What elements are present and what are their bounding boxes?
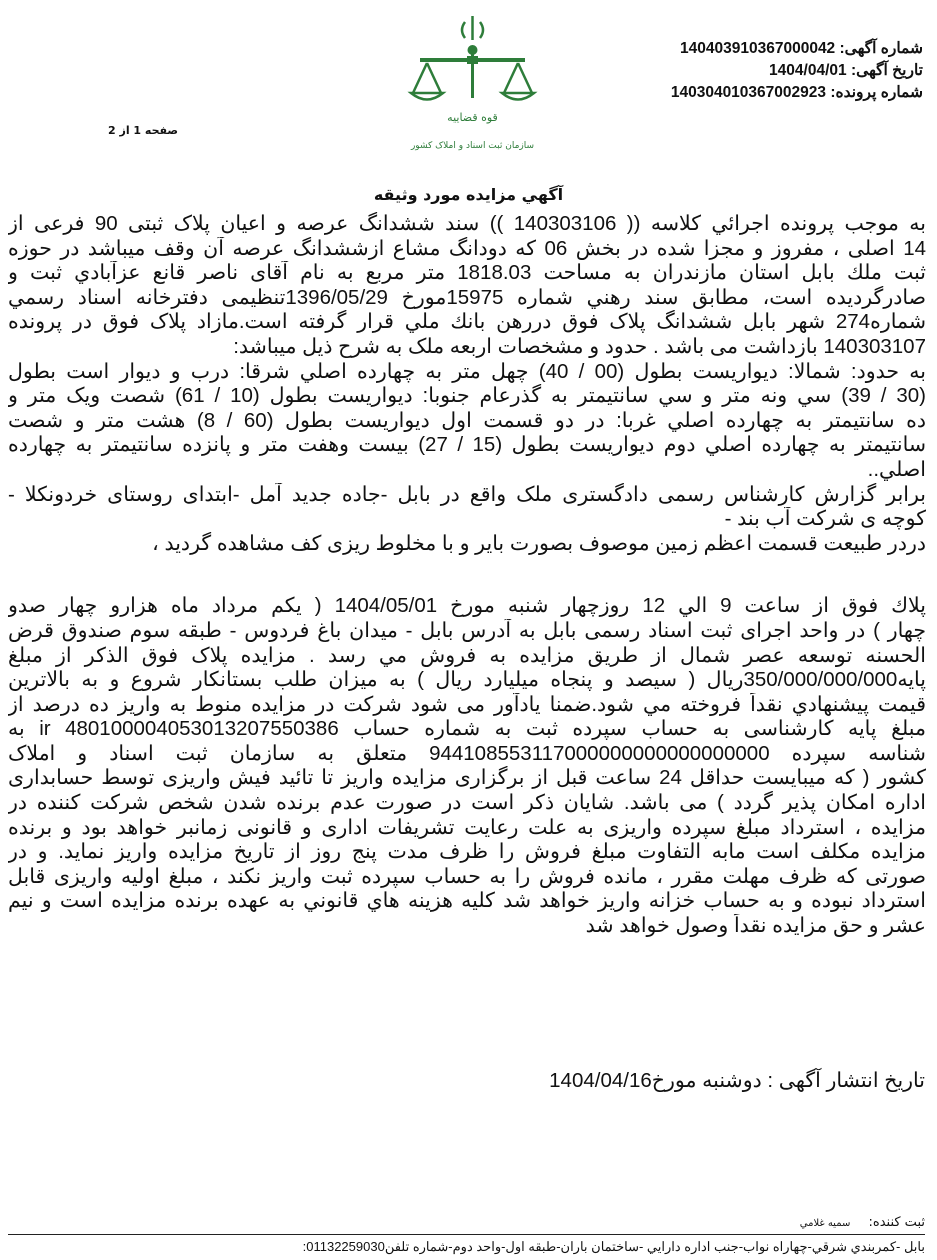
body-line: چهار ) در واحد اجرای ثبت اسناد رسمی بابل به آدرس بابل - میدان باغ فردوس - طبقه سوم صندوق قرض — [8, 618, 926, 642]
paragraph-gap — [8, 556, 926, 594]
body-line: به موجب پرونده اجرائي كلاسه (( 140303106 )) سند ششدانگ عرصه و اعيان پلاک ثبتی 90 فرعی از — [8, 212, 926, 235]
document-body — [8, 212, 926, 939]
body-line: شناسه سپرده 944108553117000000000000000000 متعلق به سازمان ثبت اسناد و املاک — [8, 741, 926, 765]
footer-divider — [8, 1234, 925, 1235]
office-address: بابل -كمربندي شرقي-چهاراه نواب-جنب اداره دارايي -ساختمان باران-طبقه اول-واحد دوم-شماره تلفن01132259030: — [302, 1239, 925, 1254]
logo-line2: سازمان ثبت اسناد و املاک کشور — [410, 141, 535, 151]
document-title: آگهي مزايده مورد وثيقه — [373, 185, 564, 204]
ad-date: 1404/04/01 — [769, 62, 847, 79]
body-line: دردر طبیعت قسمت اعظم زمین موصوف بصورت بایر و با مخلوط ریزی کف مشاهده گردید ، — [152, 531, 926, 555]
registrar-name: سميه غلامي — [799, 1218, 851, 1229]
ad-number: 14040391036700004​2 — [680, 40, 836, 57]
body-line: مزایده مکلف است مابه التفاوت مبلغ فروش را ظرف مدت پنج روز از تاریخ مزایده واریز نماید. و در — [8, 840, 926, 864]
page-indicator: صفحه 1 از 2 — [108, 124, 179, 137]
ad-date-row: تاریخ آگهی: 1404/04/01 — [769, 62, 923, 79]
body-line: قيمت پيشنهادي نقداً فروخته مي شود.ضمنا يادآور می شود شرکت در مزایده منوط به واریز ده درصد از — [8, 692, 926, 716]
file-number-row: شماره پرونده: 140304010367002923 — [670, 84, 923, 101]
body-line: صورتی که ظرف مهلت مقرر ، مانده فروش را به حساب سپرده ثبت واریز نکند ، مبلغ اولیه واریزی قابل — [8, 864, 926, 888]
body-line: به حدود: شمالا: ديواريست بطول (00 / 40) چهل متر به چهارده اصلي شرقا: درب و ديوار است بطول — [8, 359, 926, 383]
body-line: شماره274 شهر بابل ششدانگ پلاک فوق دررهن بانك ملي قرار گرفته است.مازاد پلاک فوق در پرونده — [8, 310, 926, 334]
ad-number-row: شماره آگهی: 14040391036700004​2 — [680, 40, 923, 57]
body-line: الحسنه توسعه عصر شمال از طريق مزايده به فروش مي رسد . مزایده پلاک فوق الذکر از مبلغ — [8, 643, 926, 667]
body-line: مبلغ پایه کارشناسی به حساب سپرده ثبت به شماره حساب ir 480100004053013207550386 به — [8, 717, 926, 741]
body-line: کوچه ی شرکت آب بند - — [724, 507, 926, 531]
body-line: 14 اصلی ، مفروز و مجزا شده در بخش 06 که دودانگ مشاع ازششدانگ عرصه آن وقف میباشد در حوزه — [8, 236, 926, 260]
file-number: 140304010367002923 — [670, 84, 827, 101]
body-line: پايه350/000/000/000ريال ( سیصد و پنجاه میلیارد ریال ) به میزان طلب بستانکار شروع و به بالاترين — [8, 668, 926, 692]
body-line: کشور ( که میبایست حداقل 24 ساعت قبل از برگزاری مزایده واریز تا تائید فیش واریزی توسط حسابداری — [8, 766, 926, 790]
body-line: استرداد نبوده و به حساب خزانه واریز خواهد شد کلیه هزینه هاي قانوني به عهده برنده مزايده است و نيم — [8, 889, 926, 913]
body-line: 140303107 بازداشت می باشد . حدود و مشخصات اربعه ملک به شرح ذیل میباشد: — [233, 334, 926, 358]
body-line: ده سانتيمتر به چهارده اصلي غربا: در دو قسمت اول ديواريست بطول (60 / 8) هشت متر و شصت — [8, 408, 926, 432]
body-line: پلاك فوق از ساعت 9 الي 12 روزچهار شنبه مورخ 1404/05/01 ( يكم مرداد ماه هزارو چهار صدو — [8, 594, 926, 618]
registrar — [800, 1214, 925, 1233]
body-line: صادرگرديده است، مطابق سند رهني شماره 15975مورخ 1396/05/29تنظيمی دفترخانه اسناد رسمي — [8, 285, 926, 309]
body-line: مزایده ، استرداد مبلغ سپرده واریزی به علت رعایت تشریفات اداری و قانونی زمانبر خواهد بود و برنده — [8, 815, 926, 839]
ad-header — [671, 38, 923, 104]
judiciary-logo — [385, 8, 560, 158]
body-line: (30 / 39) سي ونه متر و سي سانتيمتر به گذرعام جنوبا: ديواريست بطول (10 / 61) شصت ويک متر و — [8, 384, 926, 408]
body-line: برابر گزارش کارشناس رسمی دادگستری ملک واقع در بابل -جاده جدید آمل -ابتدای روستای خردونکلا - — [8, 482, 926, 506]
body-line: اصلي.. — [867, 457, 926, 481]
logo-line1: قوه قضاییه — [447, 111, 498, 124]
body-line: اداره امکان پذیر گردد ) می باشد. شایان ذکر است در صورت عدم برنده شدن شخص شرکت کننده در — [8, 791, 926, 815]
body-line: ثبت ملك بابل استان مازندران به مساحت 1818.03 متر مربع به نام آقای ناصر قانع عزآبادي ثبت و — [8, 261, 926, 285]
body-line: عشر و حق مزايده نقداً وصول خواهد شد — [585, 914, 926, 938]
registrar-label: ثبت كننده: — [868, 1215, 925, 1230]
body-line: سانتيمتر به چهارده اصلي دوم ديواريست بطول (15 / 27) بيست وهفت متر و پانزده سانتيمتر به چهارده — [8, 433, 926, 457]
publication-date: تاریخ انتشار آگهی : دوشنبه مورخ1404/04/16 — [549, 1069, 925, 1092]
